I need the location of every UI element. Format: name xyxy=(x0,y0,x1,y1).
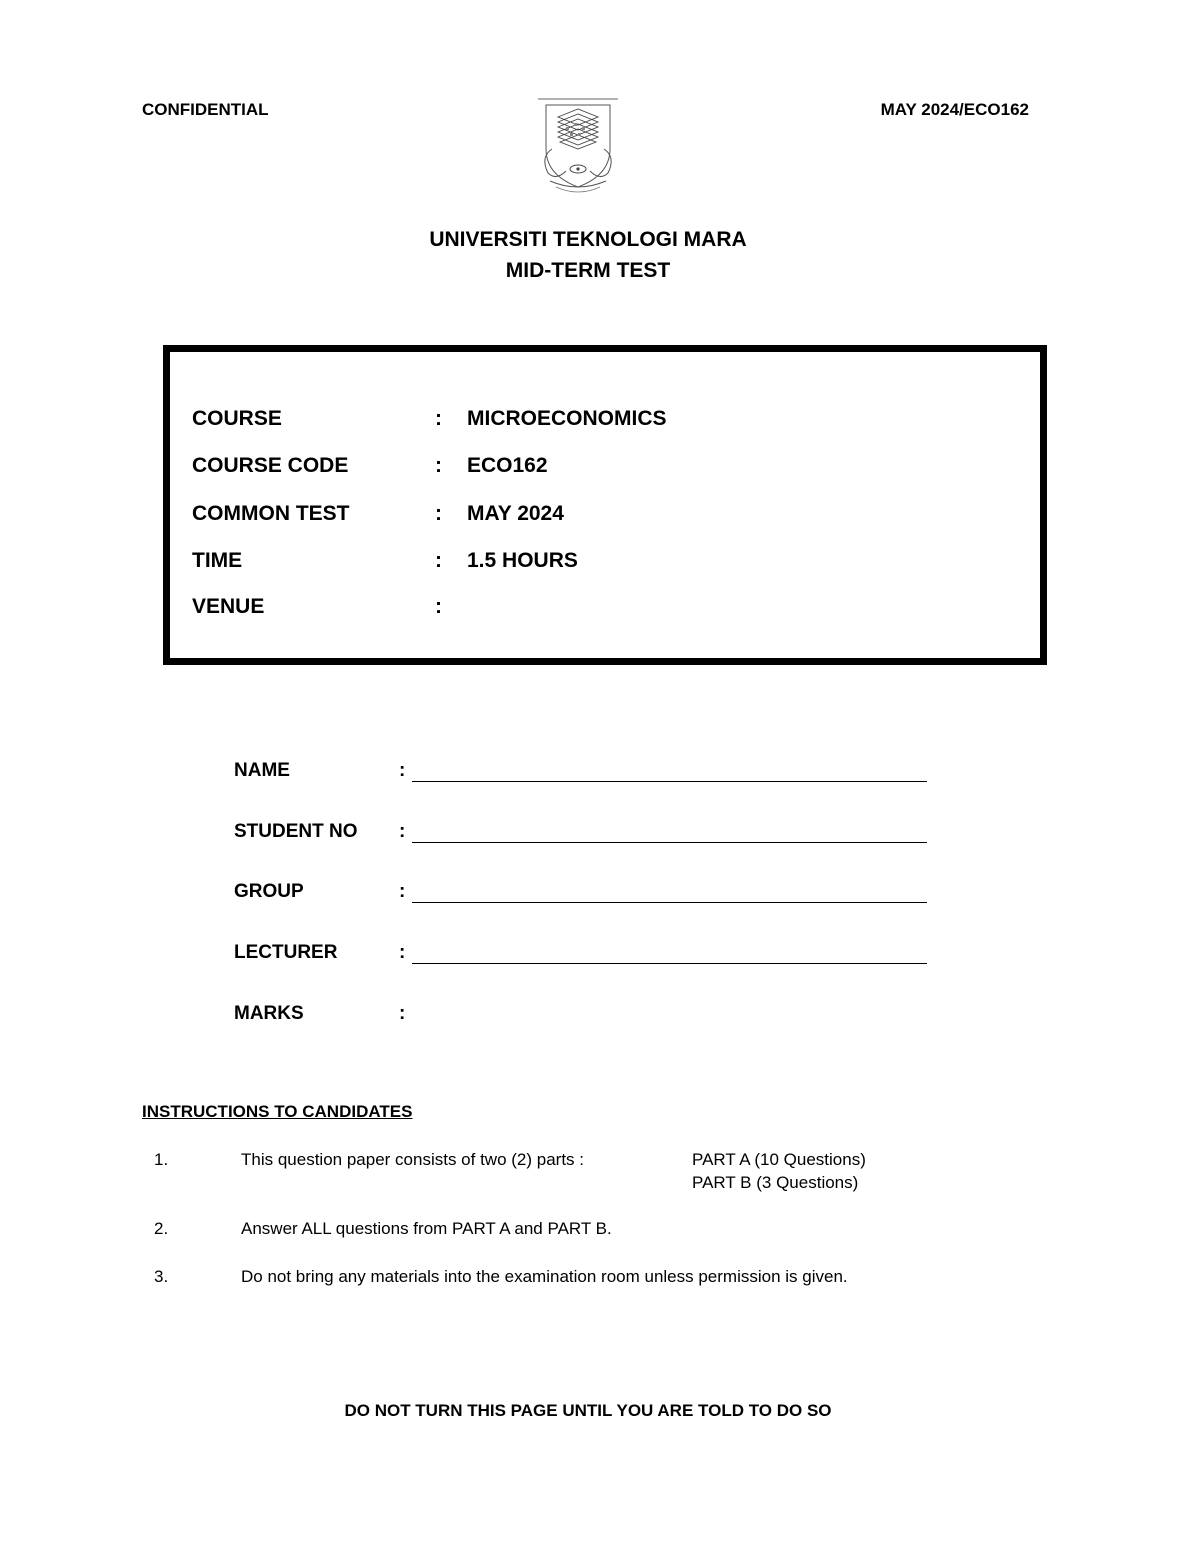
field-row-student-no xyxy=(234,821,934,851)
instruction-number: 1. xyxy=(154,1150,169,1169)
group-field[interactable] xyxy=(412,902,927,903)
field-label: GROUP xyxy=(234,881,304,902)
info-value: MICROECONOMICS xyxy=(467,407,667,430)
instruction-number: 3. xyxy=(154,1267,169,1286)
test-type-title: MID-TERM TEST xyxy=(505,259,671,282)
instruction-text: This question paper consists of two (2) parts : xyxy=(241,1150,584,1169)
info-label: COURSE xyxy=(192,407,282,430)
instruction-number: 2. xyxy=(154,1219,169,1238)
instruction-text: Do not bring any materials into the examination room unless permission is given. xyxy=(241,1267,848,1286)
info-value: ECO162 xyxy=(467,454,548,477)
field-row-marks xyxy=(234,1003,934,1033)
field-label: LECTURER xyxy=(234,942,338,963)
lecturer-field[interactable] xyxy=(412,963,927,964)
field-row-group xyxy=(234,881,934,911)
course-code-header: MAY 2024/ECO162 xyxy=(880,100,1029,119)
info-value: MAY 2024 xyxy=(467,502,564,525)
field-row-lecturer xyxy=(234,942,934,972)
field-colon: : xyxy=(399,942,406,963)
footer-warning: DO NOT TURN THIS PAGE UNTIL YOU ARE TOLD TO DO SO xyxy=(344,1401,832,1420)
info-colon: : xyxy=(435,502,442,525)
info-colon: : xyxy=(435,549,442,572)
student-no-field[interactable] xyxy=(412,842,927,843)
confidential-label: CONFIDENTIAL xyxy=(142,100,269,119)
field-colon: : xyxy=(399,821,406,842)
info-label: TIME xyxy=(192,549,243,572)
uitm-crest-icon xyxy=(536,97,620,199)
info-value: 1.5 HOURS xyxy=(467,549,578,572)
university-name: UNIVERSITI TEKNOLOGI MARA xyxy=(429,228,747,251)
instruction-text: Answer ALL questions from PART A and PART B. xyxy=(241,1219,612,1238)
info-colon: : xyxy=(435,454,442,477)
instructions-heading: INSTRUCTIONS TO CANDIDATES xyxy=(142,1102,413,1121)
field-label: MARKS xyxy=(234,1003,304,1024)
info-label: COMMON TEST xyxy=(192,502,350,525)
info-label: VENUE xyxy=(192,595,265,618)
field-colon: : xyxy=(399,760,406,781)
instruction-part: PART B (3 Questions) xyxy=(692,1173,859,1192)
instruction-part: PART A (10 Questions) xyxy=(692,1150,866,1169)
field-row-name xyxy=(234,760,934,790)
name-field[interactable] xyxy=(412,781,927,782)
field-colon: : xyxy=(399,1003,406,1024)
course-info-box xyxy=(163,345,1047,665)
info-colon: : xyxy=(435,595,442,618)
field-colon: : xyxy=(399,881,406,902)
field-label: NAME xyxy=(234,760,290,781)
info-colon: : xyxy=(435,407,442,430)
field-label: STUDENT NO xyxy=(234,821,358,842)
info-label: COURSE CODE xyxy=(192,454,349,477)
